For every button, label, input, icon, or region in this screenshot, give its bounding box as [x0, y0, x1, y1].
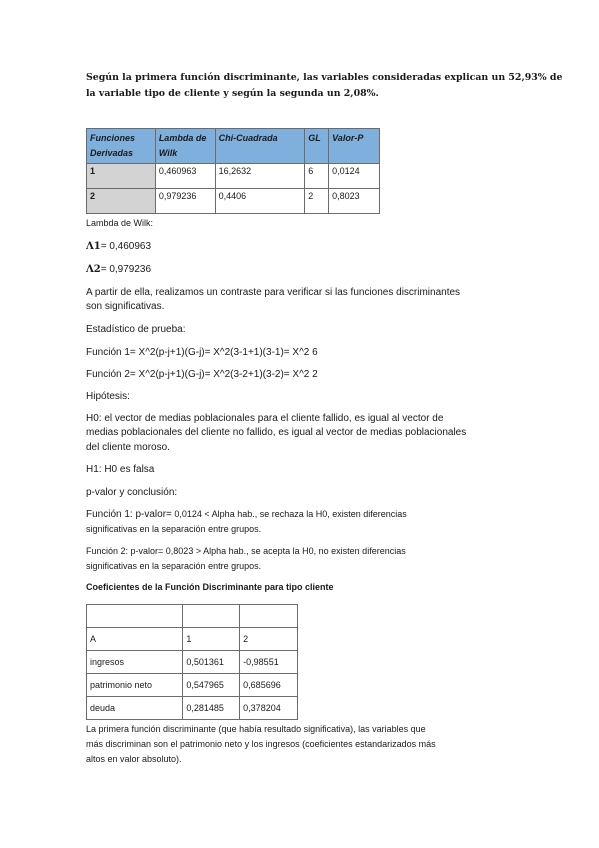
- pvalor-heading: p-valor y conclusión:: [86, 487, 178, 498]
- table-cell: [87, 605, 183, 628]
- conclusion-1-rest: 0,0124 < Alpha hab., se rechaza la H0, existen diferencias: [171, 509, 407, 519]
- coefficients-table: [86, 604, 298, 720]
- table-row: [87, 697, 298, 720]
- table-row: [87, 651, 298, 674]
- table-cell: 0,8023: [329, 189, 380, 214]
- hipotesis-heading: Hipótesis:: [86, 391, 130, 402]
- lambda-caption: Lambda de Wilk:: [86, 218, 154, 228]
- funcion-1-formula: Función 1= X^2(p-j+1)(G-j)= X^2(3-1+1)(3-1)= X^2 6: [86, 347, 318, 358]
- lambda-1-line: [86, 239, 151, 254]
- table-cell: 0,378204: [240, 697, 298, 720]
- para-contraste-line-1: A partir de ella, realizamos un contraste para verificar si las funciones discriminantes: [86, 287, 461, 298]
- table2-title: Coeficientes de la Función Discriminante para tipo cliente: [86, 582, 334, 592]
- h0-line-2: medias poblacionales del cliente no fallido, es igual al vector de medias poblacionales: [86, 427, 467, 438]
- funcion-2-formula: Función 2= X^2(p-j+1)(G-j)= X^2(3-2+1)(3-2)= X^2 2: [86, 369, 318, 380]
- table-cell: ingresos: [87, 651, 183, 674]
- table-row: [87, 164, 380, 189]
- table-cell: 0,685696: [240, 674, 298, 697]
- table-row: [87, 628, 298, 651]
- header-chi-cuadrada: Chi-Cuadrada: [215, 129, 305, 164]
- lambda-1-value: = 0,460963: [100, 241, 152, 252]
- header-gl: GL: [305, 129, 329, 164]
- conclusion-1-line-2: significativas en la separación entre grupos.: [86, 524, 262, 534]
- header-funciones-derivadas: Funciones Derivadas: [87, 129, 156, 164]
- header-lambda-wilk: Lambda de Wilk: [155, 129, 215, 164]
- table-cell: A: [87, 628, 183, 651]
- table-cell: patrimonio neto: [87, 674, 183, 697]
- table-cell: 2: [240, 628, 298, 651]
- conclusion-2-line-1: Función 2: p-valor= 0,8023 > Alpha hab., se acepta la H0, no existen diferencias: [86, 546, 406, 556]
- conclusion-1-prefix: Función 1: p-valor=: [86, 509, 172, 520]
- header-valor-p: Valor-P: [329, 129, 380, 164]
- intro-line-2: la variable tipo de cliente y según la segunda un 2,08%.: [86, 88, 379, 99]
- table-cell: 0,979236: [155, 189, 215, 214]
- table-cell: 0,281485: [183, 697, 240, 720]
- estadistico-heading: Estadístico de prueba:: [86, 324, 186, 335]
- lambda-1-symbol: Λ1: [86, 241, 101, 252]
- conclusion-2-line-2: significativas en la separación entre grupos.: [86, 561, 262, 571]
- table-cell: 0,4406: [215, 189, 305, 214]
- lambda-2-line: [86, 262, 151, 277]
- table-cell: 1: [87, 164, 156, 189]
- discriminant-functions-table: [86, 128, 380, 214]
- table-cell: 0,547965: [183, 674, 240, 697]
- table-row: [87, 189, 380, 214]
- table-cell: deuda: [87, 697, 183, 720]
- lambda-2-value: = 0,979236: [100, 264, 152, 275]
- table-cell: 2: [87, 189, 156, 214]
- table-cell: 16,2632: [215, 164, 305, 189]
- table-row: [87, 605, 298, 628]
- final-line-2: más discriminan son el patrimonio neto y los ingresos (coeficientes estandarizados más: [86, 739, 436, 749]
- table-row: [87, 674, 298, 697]
- lambda-2-symbol: Λ2: [86, 264, 101, 275]
- h0-line-1: H0: el vector de medias poblacionales para el cliente fallido, es igual al vector de: [86, 413, 444, 424]
- table-cell: 0,460963: [155, 164, 215, 189]
- conclusion-1-line-1: [86, 507, 407, 522]
- table-cell: 6: [305, 164, 329, 189]
- intro-line-1: Según la primera función discriminante, las variables consideradas explican un 52,93% de: [86, 72, 563, 83]
- table-cell: 0,0124: [329, 164, 380, 189]
- para-contraste-line-2: son significativas.: [86, 301, 165, 312]
- final-line-3: altos en valor absoluto).: [86, 754, 182, 764]
- table-cell: 1: [183, 628, 240, 651]
- h0-line-3: del cliente moroso.: [86, 442, 170, 453]
- final-line-1: La primera función discriminante (que había resultado significativa), las variables que: [86, 724, 426, 734]
- table-cell: 0,501361: [183, 651, 240, 674]
- table-cell: [240, 605, 298, 628]
- table-cell: 2: [305, 189, 329, 214]
- h1-line: H1: H0 es falsa: [86, 464, 155, 475]
- table-cell: [183, 605, 240, 628]
- table-cell: -0,98551: [240, 651, 298, 674]
- table-header-row: [87, 129, 380, 164]
